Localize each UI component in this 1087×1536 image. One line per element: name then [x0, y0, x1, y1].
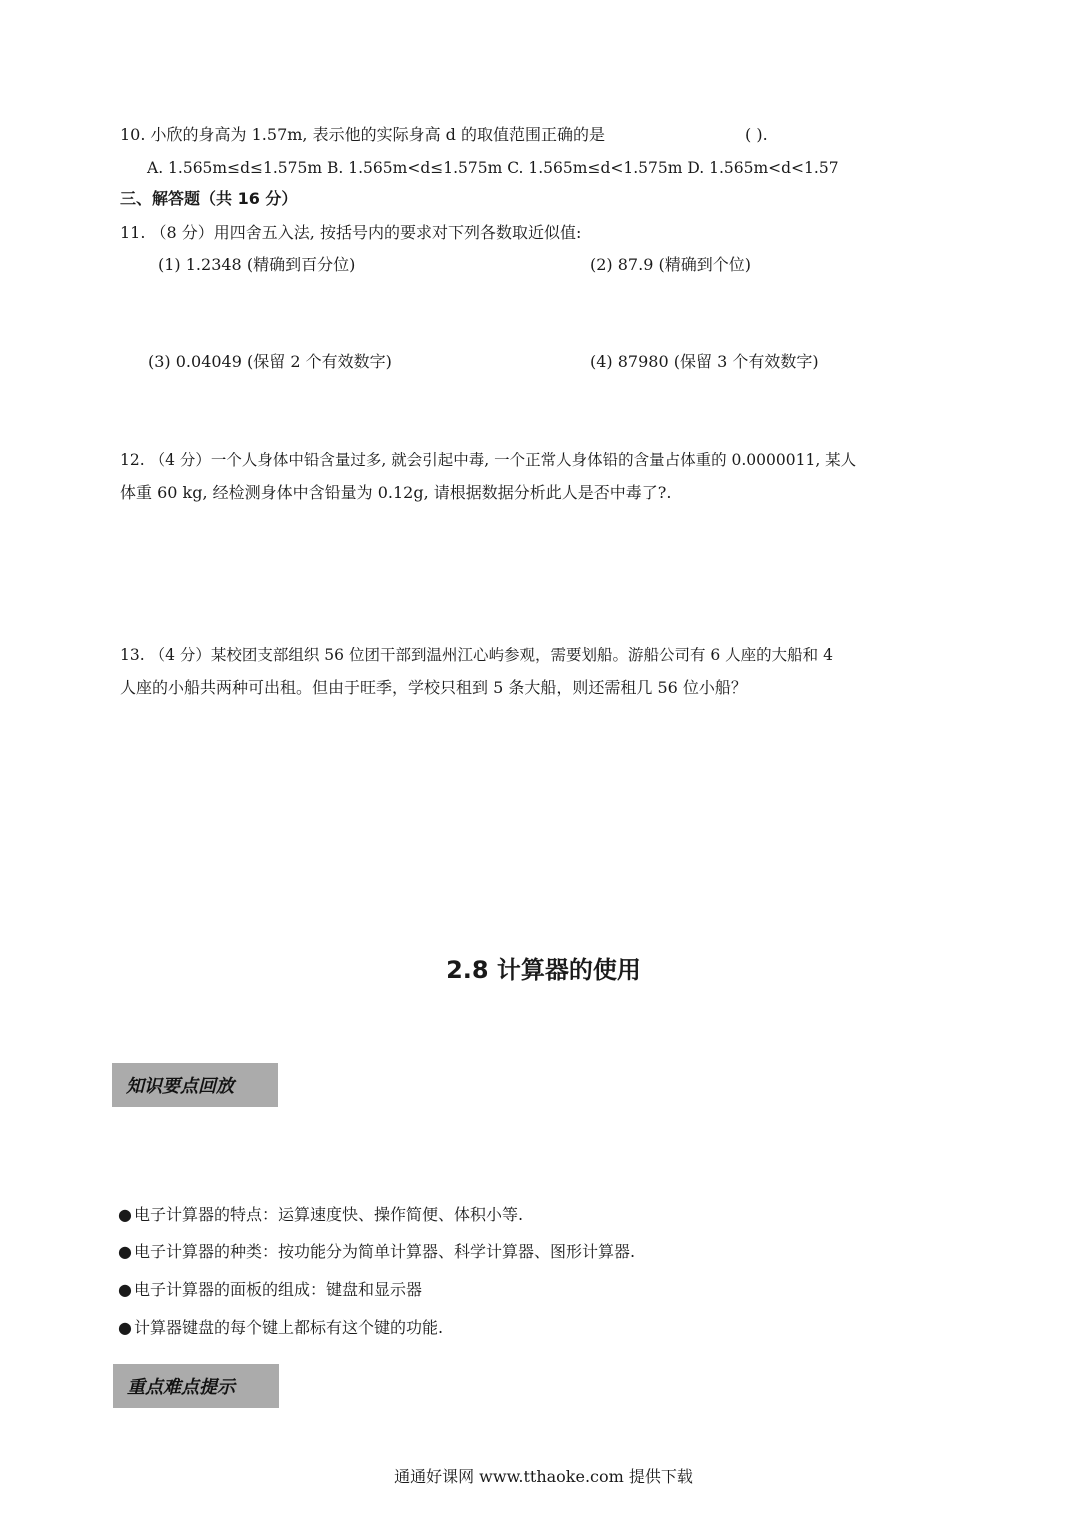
bullet-item: [118, 1242, 635, 1262]
section-3-title: 三、解答题（共 16 分）: [120, 189, 298, 208]
footer-credit: 通通好课网 www.tthaoke.com 提供下载: [394, 1467, 693, 1486]
chapter-title: 2.8 计算器的使用: [446, 956, 641, 984]
bullet-icon: ●: [118, 1318, 132, 1337]
q11-part-2: (2) 87.9 (精确到个位): [590, 255, 751, 274]
q11-stem: 11. （8 分）用四舍五入法, 按括号内的要求对下列各数取近似值:: [120, 223, 582, 242]
bullet-item: [118, 1280, 422, 1300]
bullet-text: 电子计算器的种类：按功能分为简单计算器、科学计算器、图形计算器.: [133, 1242, 636, 1261]
key-points-box: 重点难点提示: [113, 1364, 279, 1408]
bullet-text: 电子计算器的面板的组成：键盘和显示器: [133, 1280, 422, 1299]
q10-answer-paren: ( ).: [745, 125, 768, 144]
bullet-text: 计算器键盘的每个键上都标有这个键的功能.: [133, 1318, 444, 1337]
q10-options: A. 1.565m≤d≤1.575m B. 1.565m<d≤1.575m C. 1.565m≤d<1.575m D. 1.565m<d<1.57: [147, 159, 839, 177]
bullet-text: 电子计算器的特点：运算速度快、操作简便、体积小等.: [133, 1205, 524, 1224]
knowledge-review-box: 知识要点回放: [112, 1063, 278, 1107]
q13-line-2: 人座的小船共两种可出租。但由于旺季，学校只租到 5 条大船，则还需租几 56 位小船？: [120, 678, 747, 697]
bullet-icon: ●: [118, 1280, 132, 1299]
q10-stem: 10. 小欣的身高为 1.57m, 表示他的实际身高 d 的取值范围正确的是: [120, 125, 606, 144]
q11-part-1: (1) 1.2348 (精确到百分位): [158, 255, 356, 274]
bullet-item: [118, 1318, 443, 1338]
q12-line-2: 体重 60 kg, 经检测身体中含铅量为 0.12g, 请根据数据分析此人是否中毒了?.: [120, 483, 672, 502]
bullet-item: [118, 1205, 523, 1225]
q12-line-1: 12. （4 分）一个人身体中铅含量过多, 就会引起中毒, 一个正常人身体铅的含量占体重的 0.0000011, 某人: [120, 451, 857, 469]
q13-line-1: 13. （4 分）某校团支部组织 56 位团干部到温州江心屿参观，需要划船。游船公司有 6 人座的大船和 4: [120, 646, 833, 664]
bullet-icon: ●: [118, 1242, 132, 1261]
q11-part-4: (4) 87980 (保留 3 个有效数字): [590, 352, 819, 371]
q11-part-3: (3) 0.04049 (保留 2 个有效数字): [148, 352, 392, 371]
bullet-icon: ●: [118, 1205, 132, 1224]
